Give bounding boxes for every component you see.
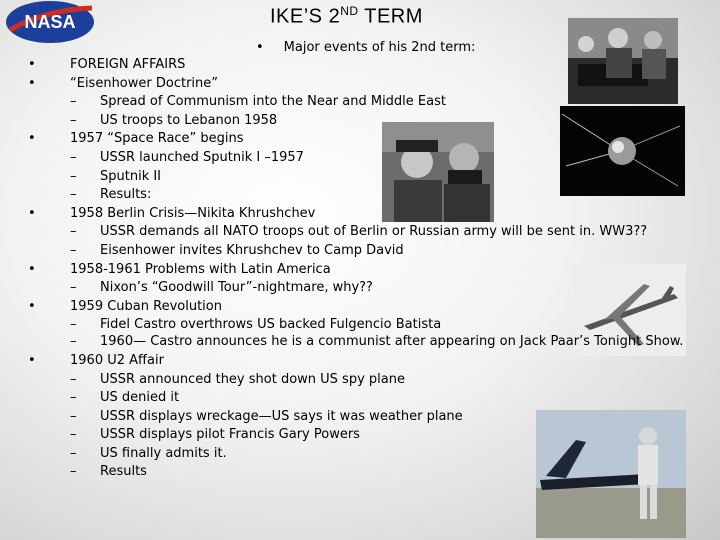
outline-subitem [28,445,688,464]
dash-marker: – [70,445,77,461]
outline-item-text: 1957 “Space Race” begins [70,131,244,147]
outline-item [28,298,688,317]
outline-item-text: 1960— Castro announces he is a communist after appearing on Jack Paar’s Tonight Show. [100,333,684,349]
outline-item-text: US finally admits it. [100,445,227,461]
outline-subitem [28,168,688,187]
outline-item [28,130,688,149]
dash-marker: – [70,371,77,387]
dash-marker: – [70,390,77,406]
dash-marker: – [70,280,77,296]
dash-marker: – [70,94,77,110]
bullet-marker: • [28,261,36,277]
outline-item-text: USSR displays wreckage—US says it was weather plane [100,408,463,424]
outline-subitem [28,112,688,131]
outline-item-text: Results: [100,187,152,203]
dash-marker: – [70,317,77,333]
bullet-marker: • [28,298,36,314]
outline-item-text: “Eisenhower Doctrine” [70,75,219,91]
outline-subitem [28,316,688,335]
outline-item-text: USSR demands all NATO troops out of Berlin or Russian army will be sent in. WW3?? [100,224,648,240]
outline-item [28,352,688,371]
outline-subitem [28,186,688,205]
outline-item-text: USSR announced they shot down US spy plane [100,371,405,387]
dash-marker: – [70,149,77,165]
outline-item-text: US troops to Lebanon 1958 [100,112,278,128]
dash-marker: – [70,464,77,480]
outline-item-text: 1958 Berlin Crisis—Nikita Khrushchev [70,205,316,221]
outline-subitem [28,426,688,445]
outline-item-text: US denied it [100,390,180,406]
outline-subitem [28,463,688,482]
outline-item-text: FOREIGN AFFAIRS [70,57,186,72]
dash-marker: – [70,168,77,184]
outline-item-text: Eisenhower invites Khrushchev to Camp David [100,242,404,258]
outline-item-text: USSR launched Sputnik I –1957 [100,149,304,165]
outline-subitem [28,93,688,112]
outline-item [28,75,688,94]
dash-marker: – [70,408,77,424]
outline-subitem [28,149,688,168]
outline-item-text: Spread of Communism into the Near and Middle East [100,94,446,110]
bullet-marker: • [28,57,36,72]
outline-item-text: Nixon’s “Goodwill Tour”-nightmare, why?? [100,280,373,296]
outline-item [28,56,688,75]
dash-marker: – [70,242,77,258]
dash-marker: – [70,187,77,203]
slide-subtitle: • Major events of his 2nd term: [256,40,476,55]
outline-item-text: Fidel Castro overthrows US backed Fulgencio Batista [100,317,442,333]
outline-item-text: Results [100,464,147,480]
dash-marker: – [70,224,77,240]
outline-item [28,261,688,280]
dash-marker: – [70,427,77,443]
outline-item-text: USSR displays pilot Francis Gary Powers [100,427,360,443]
dash-marker: – [70,112,77,128]
outline-item-text: 1959 Cuban Revolution [70,298,222,314]
nasa-logo [4,0,96,44]
outline-subitem [28,389,688,408]
outline-item [28,205,688,224]
outline-subitem [28,279,688,298]
bullet-marker: • [28,75,36,91]
slide-title: IKE’S 2ND TERM [270,4,423,28]
bullet-marker: • [28,352,36,368]
outline-subitem [28,371,688,390]
outline-subitem [28,335,688,352]
bullet-marker: • [28,131,36,147]
nasa-logo-text: NASA [24,12,76,32]
outline-subitem [28,223,688,242]
outline-subitem [28,408,688,427]
outline-list [28,56,688,482]
outline-subitem [28,242,688,261]
outline-item-text: 1960 U2 Affair [70,352,164,368]
outline-item-text: Sputnik II [100,168,162,184]
outline-item-text: 1958-1961 Problems with Latin America [70,261,331,277]
bullet-marker: • [28,205,36,221]
dash-marker: – [70,333,77,349]
